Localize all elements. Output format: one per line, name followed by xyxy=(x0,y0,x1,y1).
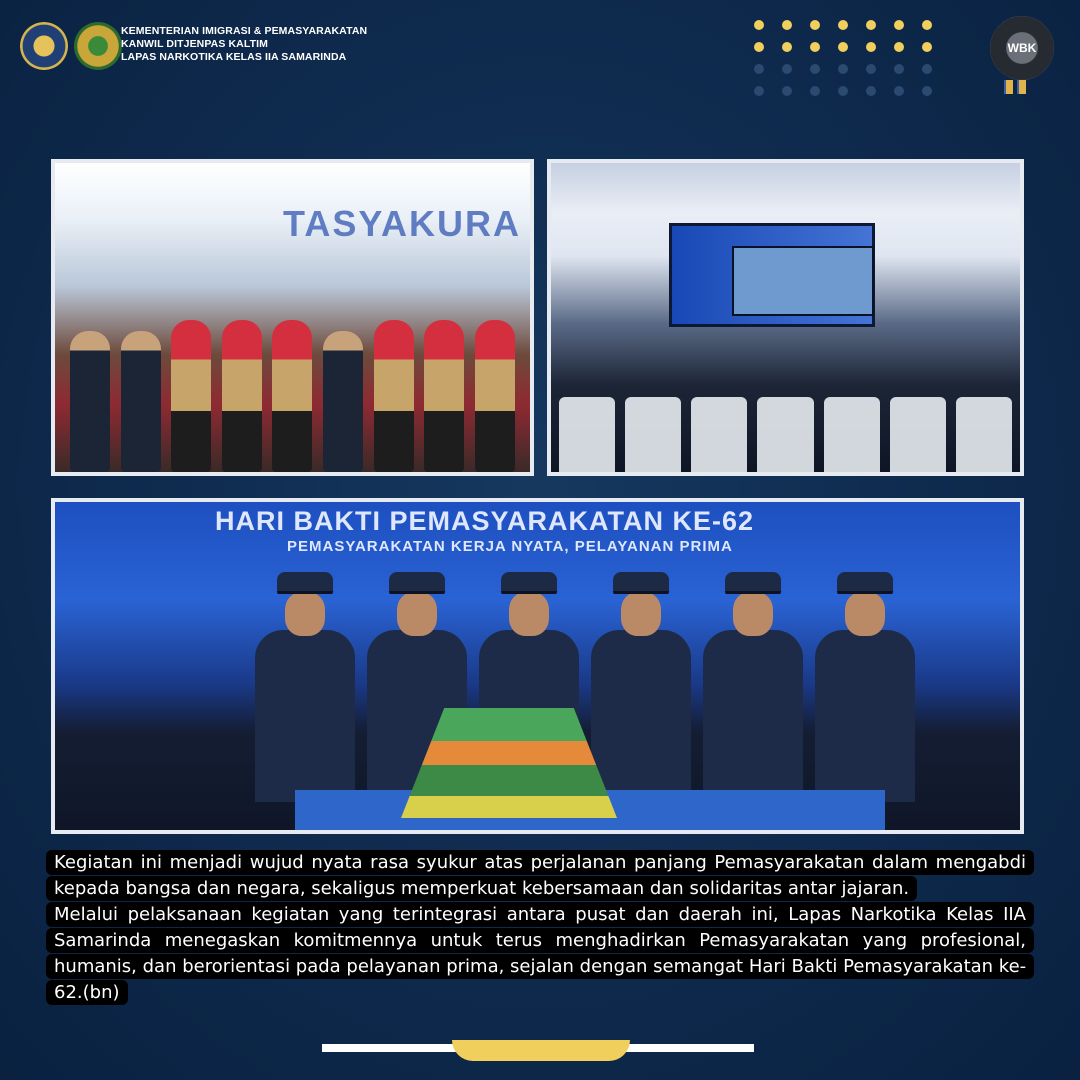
photo-audience-screen xyxy=(547,159,1024,476)
ministry-emblem-icon xyxy=(20,22,68,70)
photo-officers-tumpeng xyxy=(51,498,1024,834)
wbk-badge-icon xyxy=(990,16,1054,80)
caption-paragraph-1: Kegiatan ini menjadi wujud nyata rasa syukur atas perjalanan panjang Pemasyarakatan dalam mengabdi kepada bangsa dan negara, sekaligus memperkuat kebersamaan dan solidaritas antar jajaran. xyxy=(46,850,1034,901)
presentation-screen xyxy=(669,223,875,327)
banner-title: HARI BAKTI PEMASYARAKATAN KE-62 xyxy=(215,506,755,536)
officer xyxy=(255,572,355,802)
officer xyxy=(591,572,691,802)
attendee-group xyxy=(55,287,530,472)
screen-display xyxy=(732,246,874,316)
org-line-kanwil: KANWIL DITJENPAS KALTIM xyxy=(121,38,268,50)
caption-paragraph-2: Melalui pelaksanaan kegiatan yang terintegrasi antara pusat dan daerah ini, Lapas Narkotika Kelas IIA Samarinda menegaskan komitmennya untuk terus menghadirkan Pemasyarakatan yang profesional, humanis, dan berorientasi pada pelayanan prima, sejalan dengan semangat Hari Bakti Pemasyarakatan ke-62.(bn) xyxy=(46,902,1034,1005)
officer xyxy=(815,572,915,802)
audience-chairs xyxy=(551,336,1020,472)
banner-subtitle: PEMASYARAKATAN KERJA NYATA, PELAYANAN PRIMA xyxy=(287,538,733,555)
decorative-dot-grid xyxy=(754,20,950,96)
kaltim-emblem-icon xyxy=(74,22,122,70)
organization-name xyxy=(121,25,367,64)
org-line-lapas: LAPAS NARKOTIKA KELAS IIA SAMARINDA xyxy=(121,51,347,63)
tasyakuran-sign: TASYAKURA xyxy=(283,203,522,244)
header-logos xyxy=(20,22,122,70)
photo-ceremony-attendees xyxy=(51,159,534,476)
caption-block xyxy=(46,850,1034,1006)
bottom-accent-tab xyxy=(452,1040,630,1061)
officer xyxy=(703,572,803,802)
badge-label: WBK xyxy=(1007,41,1037,55)
org-line-ministry: KEMENTERIAN IMIGRASI & PEMASYARAKATAN xyxy=(121,25,368,37)
badge-ribbon xyxy=(1004,80,1026,94)
